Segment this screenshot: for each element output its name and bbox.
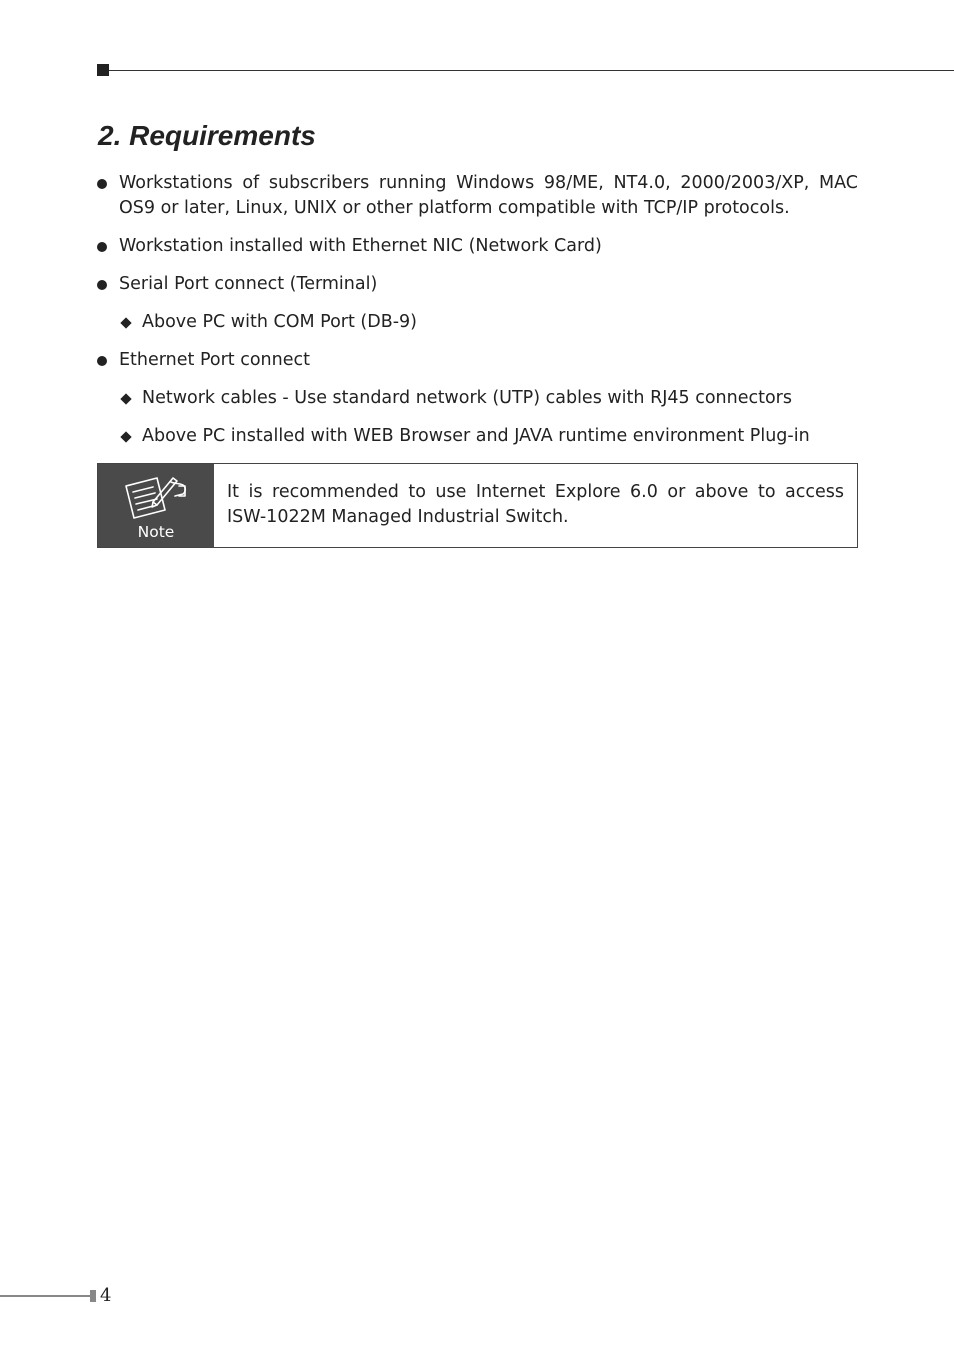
requirement-text: Serial Port connect (Terminal) [119,274,378,294]
bullet-icon [97,356,107,366]
section-title: 2. Requirements [98,120,316,151]
requirement-item [97,348,858,373]
diamond-bullet-icon [120,317,131,328]
note-label: Note [137,523,175,541]
diamond-bullet-icon [120,431,131,442]
header-rule [109,70,954,71]
note-sidebar [98,464,214,547]
requirement-text: Workstations of subscribers running Windows 98/ME, NT4.0, 2000/2003/XP, MAC OS9 or later, Linux, UNIX or other platform compatible with TCP/IP protocols. [119,173,858,218]
requirement-item [97,272,858,297]
requirement-text: Above PC with COM Port (DB-9) [142,312,417,332]
requirements-list [97,171,858,462]
requirement-text: Workstation installed with Ethernet NIC (Network Card) [119,236,602,256]
requirement-text: Ethernet Port connect [119,350,310,370]
requirement-text: Network cables - Use standard network (UTP) cables with RJ45 connectors [142,388,792,408]
bullet-icon [97,242,107,252]
bullet-icon [97,280,107,290]
note-box [97,463,858,548]
page-number: 4 [100,1285,112,1306]
requirement-subitem [97,386,858,411]
header-square [97,64,109,76]
requirement-item [97,234,858,259]
note-text: It is recommended to use Internet Explore 6.0 or above to access ISW-1022M Managed Industrial Switch. [227,482,844,527]
requirement-subitem [97,310,858,335]
requirement-text: Above PC installed with WEB Browser and JAVA runtime environment Plug-in [142,426,810,446]
footer-rule [0,1295,90,1297]
requirement-subitem [97,424,858,449]
requirement-item [97,171,858,221]
bullet-icon [97,179,107,189]
diamond-bullet-icon [120,393,131,404]
note-pen-icon [123,472,189,520]
footer-mark [90,1290,96,1302]
